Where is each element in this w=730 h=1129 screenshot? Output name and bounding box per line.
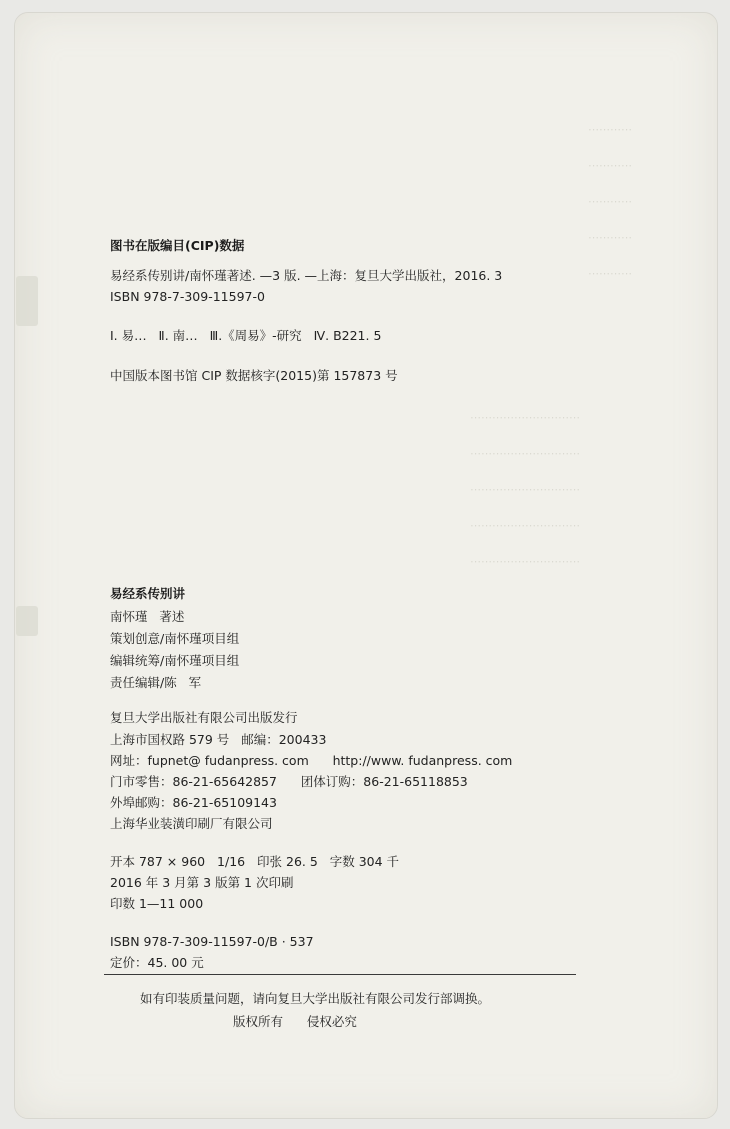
bleed-through-line: ⋯⋯⋯⋯⋯⋯⋯⋯⋯⋯ xyxy=(470,447,580,460)
spine-edge-mark xyxy=(16,606,38,636)
cip-isbn: ISBN 978-7-309-11597-0 xyxy=(110,289,265,304)
copyright-page xyxy=(14,12,718,1119)
book-edition: 2016 年 3 月第 3 版第 1 次印刷 xyxy=(110,875,294,890)
book-author: 南怀瑾 著述 xyxy=(110,609,185,624)
bleed-through-line: ⋯⋯⋯⋯ xyxy=(588,231,632,244)
book-editing-coordination: 编辑统筹/南怀瑾项目组 xyxy=(110,653,240,668)
publisher-address: 上海市国权路 579 号 邮编：200433 xyxy=(110,732,327,747)
cip-description: 易经系传别讲/南怀瑾著述. —3 版. —上海：复旦大学出版社，2016. 3 xyxy=(110,268,503,283)
bleed-through-line: ⋯⋯⋯⋯ xyxy=(588,123,632,136)
footer-rights: 版权所有 侵权必究 xyxy=(233,1014,357,1029)
book-format: 开本 787 × 960 1/16 印张 26. 5 字数 304 千 xyxy=(110,854,400,869)
bleed-through-line: ⋯⋯⋯⋯⋯⋯⋯⋯⋯⋯ xyxy=(470,411,580,424)
cip-core-number: 中国版本图书馆 CIP 数据核字(2015)第 157873 号 xyxy=(110,368,398,383)
bleed-through-line: ⋯⋯⋯⋯ xyxy=(588,159,632,172)
book-responsible-editor: 责任编辑/陈 军 xyxy=(110,675,202,690)
spine-edge-mark xyxy=(16,276,38,326)
cip-heading: 图书在版编目(CIP)数据 xyxy=(110,238,245,253)
book-planning: 策划创意/南怀瑾项目组 xyxy=(110,631,240,646)
bleed-through-line: ⋯⋯⋯⋯⋯⋯⋯⋯⋯⋯ xyxy=(470,555,580,568)
publisher-mail-order: 外埠邮购：86-21-65109143 xyxy=(110,795,277,810)
book-print-run: 印数 1—11 000 xyxy=(110,896,204,911)
bleed-through-line: ⋯⋯⋯⋯⋯⋯⋯⋯⋯⋯ xyxy=(470,483,580,496)
bleed-through-line: ⋯⋯⋯⋯⋯⋯⋯⋯⋯⋯ xyxy=(470,519,580,532)
publisher-phones: 门市零售：86-21-65642857 团体订购：86-21-65118853 xyxy=(110,774,468,789)
publisher-web: 网址：fupnet@ fudanpress. com http://www. fudanpress. com xyxy=(110,753,513,768)
publisher-name: 复旦大学出版社有限公司出版发行 xyxy=(110,710,298,725)
book-title: 易经系传别讲 xyxy=(110,586,186,601)
book-price: 定价：45. 00 元 xyxy=(110,955,204,970)
bleed-through-line: ⋯⋯⋯⋯ xyxy=(588,195,632,208)
bleed-through-line: ⋯⋯⋯⋯ xyxy=(588,267,632,280)
footer-notice: 如有印装质量问题，请向复旦大学出版社有限公司发行部调换。 xyxy=(140,991,491,1006)
footer-divider xyxy=(104,974,576,975)
publisher-printer: 上海华业装潢印刷厂有限公司 xyxy=(110,816,273,831)
cip-classification: Ⅰ. 易… Ⅱ. 南… Ⅲ.《周易》-研究 Ⅳ. B221. 5 xyxy=(110,328,382,343)
book-isbn-full: ISBN 978-7-309-11597-0/B · 537 xyxy=(110,934,314,949)
